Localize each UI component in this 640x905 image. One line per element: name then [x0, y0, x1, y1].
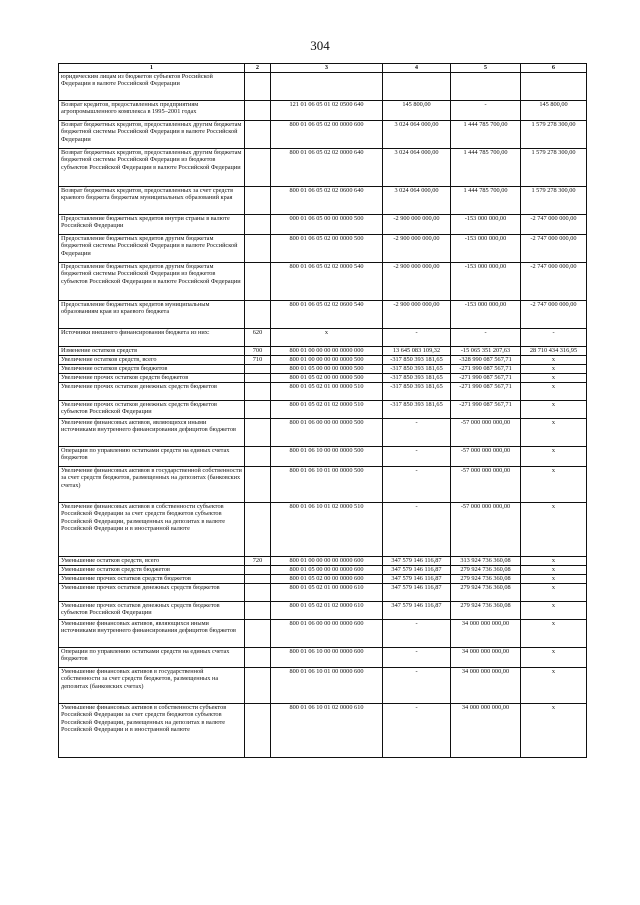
- row-approved-amount-cell: -317 850 393 181,65: [383, 383, 451, 401]
- row-line-code-cell: [245, 575, 271, 584]
- row-unexecuted-amount-cell: x: [521, 356, 587, 365]
- row-line-code-cell: [245, 365, 271, 374]
- row-name-cell: Увеличение финансовых активов в собственности субъектов Российской Федерации за счет средств бюджетов субъектов Российской Федерации, размещенных на депозитах в валюте Российской Федерации и в иностранной валюте: [59, 503, 245, 557]
- row-budget-code-cell: 800 01 06 05 02 02 0600 540: [271, 301, 383, 329]
- row-approved-amount-cell: -317 850 393 181,65: [383, 401, 451, 419]
- row-name-cell: Увеличение прочих остатков денежных средств бюджетов субъектов Российской Федерации: [59, 401, 245, 419]
- row-budget-code-cell: 800 01 00 00 00 00 0000 500: [271, 356, 383, 365]
- row-executed-amount-cell: -15 065 351 207,63: [451, 347, 521, 356]
- row-budget-code-cell: 800 01 06 10 01 02 0000 610: [271, 704, 383, 758]
- row-name-cell: Увеличение финансовых активов, являющихся иными источниками внутреннего финансирования дефицитов бюджетов: [59, 419, 245, 447]
- row-approved-amount-cell: 13 645 083 109,32: [383, 347, 451, 356]
- row-unexecuted-amount-cell: -2 747 000 000,00: [521, 301, 587, 329]
- row-name-cell: Увеличение остатков средств, всего: [59, 356, 245, 365]
- row-name-cell: Уменьшение прочих остатков денежных средств бюджетов субъектов Российской Федерации: [59, 602, 245, 620]
- row-unexecuted-amount-cell: x: [521, 447, 587, 467]
- row-name-cell: Увеличение остатков средств бюджетов: [59, 365, 245, 374]
- table-row: [59, 73, 587, 101]
- table-row: [59, 215, 587, 235]
- table-row: [59, 503, 587, 557]
- row-approved-amount-cell: [383, 73, 451, 101]
- row-executed-amount-cell: -: [451, 329, 521, 347]
- table-row: [59, 374, 587, 383]
- row-line-code-cell: [245, 187, 271, 215]
- row-budget-code-cell: 800 01 05 02 00 00 0000 500: [271, 374, 383, 383]
- row-approved-amount-cell: 347 579 146 116,87: [383, 602, 451, 620]
- header-col-6: 6: [521, 64, 587, 73]
- row-name-cell: Уменьшение прочих остатков средств бюджетов: [59, 575, 245, 584]
- row-executed-amount-cell: 34 000 000 000,00: [451, 620, 521, 648]
- table-row: [59, 447, 587, 467]
- row-unexecuted-amount-cell: 145 800,00: [521, 101, 587, 121]
- row-line-code-cell: [245, 121, 271, 149]
- header-col-4: 4: [383, 64, 451, 73]
- row-budget-code-cell: 800 01 06 05 02 02 0000 540: [271, 263, 383, 301]
- row-line-code-cell: [245, 419, 271, 447]
- row-line-code-cell: [245, 374, 271, 383]
- row-approved-amount-cell: -: [383, 447, 451, 467]
- row-unexecuted-amount-cell: x: [521, 648, 587, 668]
- row-unexecuted-amount-cell: x: [521, 620, 587, 648]
- row-executed-amount-cell: 1 444 785 700,00: [451, 149, 521, 187]
- row-line-code-cell: [245, 401, 271, 419]
- row-unexecuted-amount-cell: -2 747 000 000,00: [521, 235, 587, 263]
- row-executed-amount-cell: -153 000 000,00: [451, 301, 521, 329]
- row-budget-code-cell: 800 01 06 10 01 00 0000 600: [271, 668, 383, 704]
- row-name-cell: Возврат бюджетных кредитов, предоставленных другим бюджетам бюджетной системы Российской Федерации из бюджетов субъектов Российской Федерации в валюте Российской Федерации: [59, 149, 245, 187]
- row-budget-code-cell: 800 01 05 02 01 00 0000 510: [271, 383, 383, 401]
- row-unexecuted-amount-cell: x: [521, 704, 587, 758]
- row-line-code-cell: [245, 620, 271, 648]
- row-unexecuted-amount-cell: x: [521, 467, 587, 503]
- row-line-code-cell: [245, 149, 271, 187]
- row-budget-code-cell: 800 01 05 00 00 00 0000 600: [271, 566, 383, 575]
- row-budget-code-cell: 800 01 06 10 01 00 0000 500: [271, 467, 383, 503]
- row-executed-amount-cell: -271 990 087 567,71: [451, 383, 521, 401]
- row-name-cell: Уменьшение финансовых активов, являющихся иными источниками внутреннего финансирования дефицитов бюджетов: [59, 620, 245, 648]
- row-approved-amount-cell: -317 850 393 181,65: [383, 356, 451, 365]
- row-unexecuted-amount-cell: x: [521, 575, 587, 584]
- row-budget-code-cell: 800 01 06 05 02 00 0000 500: [271, 235, 383, 263]
- row-line-code-cell: [245, 263, 271, 301]
- row-executed-amount-cell: 34 000 000 000,00: [451, 648, 521, 668]
- table-row: [59, 704, 587, 758]
- table-row: [59, 356, 587, 365]
- table-row: [59, 419, 587, 447]
- row-line-code-cell: [245, 101, 271, 121]
- row-approved-amount-cell: 347 579 146 116,87: [383, 575, 451, 584]
- row-executed-amount-cell: 1 444 785 700,00: [451, 121, 521, 149]
- row-executed-amount-cell: -57 000 000 000,00: [451, 419, 521, 447]
- table-row: [59, 329, 587, 347]
- row-unexecuted-amount-cell: x: [521, 374, 587, 383]
- row-unexecuted-amount-cell: x: [521, 419, 587, 447]
- row-executed-amount-cell: -153 000 000,00: [451, 235, 521, 263]
- row-budget-code-cell: 121 01 06 05 01 02 0500 640: [271, 101, 383, 121]
- row-approved-amount-cell: -317 850 393 181,65: [383, 365, 451, 374]
- table-row: [59, 620, 587, 648]
- row-approved-amount-cell: -: [383, 467, 451, 503]
- row-approved-amount-cell: 347 579 146 116,87: [383, 584, 451, 602]
- row-executed-amount-cell: 1 444 785 700,00: [451, 187, 521, 215]
- row-line-code-cell: [245, 467, 271, 503]
- row-budget-code-cell: 800 01 06 00 00 00 0000 500: [271, 419, 383, 447]
- row-unexecuted-amount-cell: 28 710 434 316,95: [521, 347, 587, 356]
- table-row: [59, 347, 587, 356]
- table-row: [59, 584, 587, 602]
- row-executed-amount-cell: 34 000 000 000,00: [451, 668, 521, 704]
- row-budget-code-cell: 800 01 06 10 01 02 0000 510: [271, 503, 383, 557]
- row-name-cell: Изменение остатков средств: [59, 347, 245, 356]
- table-row: [59, 566, 587, 575]
- row-executed-amount-cell: 279 924 736 360,08: [451, 602, 521, 620]
- row-unexecuted-amount-cell: x: [521, 557, 587, 566]
- table-row: [59, 121, 587, 149]
- row-executed-amount-cell: -328 990 087 567,71: [451, 356, 521, 365]
- row-budget-code-cell: 800 01 05 02 00 00 0000 600: [271, 575, 383, 584]
- row-name-cell: Предоставление бюджетных кредитов муниципальным образованиям края из краевого бюджета: [59, 301, 245, 329]
- row-budget-code-cell: 800 01 06 05 02 02 0000 640: [271, 149, 383, 187]
- row-approved-amount-cell: -: [383, 704, 451, 758]
- row-name-cell: юридическим лицам из бюджетов субъектов Российской Федерации в валюте Российской Федерации: [59, 73, 245, 101]
- row-executed-amount-cell: 313 924 736 360,08: [451, 557, 521, 566]
- table-row: [59, 383, 587, 401]
- table-row: [59, 602, 587, 620]
- row-name-cell: Увеличение прочих остатков средств бюджетов: [59, 374, 245, 383]
- row-budget-code-cell: 800 01 06 10 00 00 0000 500: [271, 447, 383, 467]
- table-row: [59, 467, 587, 503]
- row-line-code-cell: 700: [245, 347, 271, 356]
- row-budget-code-cell: 800 01 05 00 00 00 0000 500: [271, 365, 383, 374]
- row-approved-amount-cell: -: [383, 620, 451, 648]
- table-row: [59, 187, 587, 215]
- row-name-cell: Предоставление бюджетных кредитов другим бюджетам бюджетной системы Российской Федерации из бюджетов субъектов Российской Федерации в валюте Российской Федерации: [59, 263, 245, 301]
- row-name-cell: Уменьшение финансовых активов в собственности субъектов Российской Федерации за счет средств бюджетов субъектов Российской Федерации, размещенных на депозитах в валюте Российской Федерации и в иностранной валюте: [59, 704, 245, 758]
- header-col-2: 2: [245, 64, 271, 73]
- row-line-code-cell: 620: [245, 329, 271, 347]
- row-budget-code-cell: 800 01 06 05 02 02 0600 640: [271, 187, 383, 215]
- row-name-cell: Увеличение прочих остатков денежных средств бюджетов: [59, 383, 245, 401]
- row-line-code-cell: [245, 73, 271, 101]
- table-row: [59, 648, 587, 668]
- row-approved-amount-cell: -: [383, 419, 451, 447]
- row-unexecuted-amount-cell: 1 579 278 300,00: [521, 121, 587, 149]
- row-budget-code-cell: 000 01 06 05 00 00 0000 500: [271, 215, 383, 235]
- row-budget-code-cell: 800 01 05 02 01 02 0000 610: [271, 602, 383, 620]
- row-executed-amount-cell: [451, 73, 521, 101]
- row-name-cell: Уменьшение прочих остатков денежных средств бюджетов: [59, 584, 245, 602]
- row-executed-amount-cell: -57 000 000 000,00: [451, 503, 521, 557]
- table-row: [59, 301, 587, 329]
- row-line-code-cell: [245, 447, 271, 467]
- row-name-cell: Операции по управлению остатками средств на единых счетах бюджетов: [59, 648, 245, 668]
- table-row: [59, 557, 587, 566]
- table-row: [59, 401, 587, 419]
- row-name-cell: Уменьшение финансовых активов в государственной собственности за счет средств бюджетов, размещенных на депозитах (банковских счетах): [59, 668, 245, 704]
- row-name-cell: Возврат бюджетных кредитов, предоставленных другим бюджетам бюджетной системы Российской Федерации в валюте Российской Федерации: [59, 121, 245, 149]
- row-unexecuted-amount-cell: 1 579 278 300,00: [521, 187, 587, 215]
- row-approved-amount-cell: -: [383, 329, 451, 347]
- row-line-code-cell: [245, 503, 271, 557]
- row-executed-amount-cell: 279 924 736 360,08: [451, 584, 521, 602]
- row-line-code-cell: [245, 584, 271, 602]
- row-unexecuted-amount-cell: x: [521, 365, 587, 374]
- row-approved-amount-cell: -2 900 000 000,00: [383, 235, 451, 263]
- row-approved-amount-cell: -2 900 000 000,00: [383, 301, 451, 329]
- row-name-cell: Увеличение финансовых активов в государственной собственности за счет средств бюджетов, размещенных на депозитах (банковских счетах): [59, 467, 245, 503]
- table-row: [59, 365, 587, 374]
- table-row: [59, 263, 587, 301]
- row-approved-amount-cell: -2 900 000 000,00: [383, 215, 451, 235]
- row-executed-amount-cell: -57 000 000 000,00: [451, 467, 521, 503]
- header-col-1: 1: [59, 64, 245, 73]
- row-executed-amount-cell: 34 000 000 000,00: [451, 704, 521, 758]
- row-budget-code-cell: 800 01 06 05 02 00 0000 600: [271, 121, 383, 149]
- row-approved-amount-cell: 145 800,00: [383, 101, 451, 121]
- row-unexecuted-amount-cell: x: [521, 401, 587, 419]
- row-name-cell: Возврат бюджетных кредитов, предоставленных за счет средств краевого бюджета бюджетам муниципальных образований края: [59, 187, 245, 215]
- row-budget-code-cell: 800 01 00 00 00 00 0000 000: [271, 347, 383, 356]
- row-unexecuted-amount-cell: 1 579 278 300,00: [521, 149, 587, 187]
- row-unexecuted-amount-cell: x: [521, 602, 587, 620]
- row-executed-amount-cell: -153 000 000,00: [451, 215, 521, 235]
- row-unexecuted-amount-cell: x: [521, 668, 587, 704]
- table-row: [59, 668, 587, 704]
- budget-sources-table: [58, 63, 587, 758]
- row-name-cell: Предоставление бюджетных кредитов внутри страны в валюте Российской Федерации: [59, 215, 245, 235]
- row-approved-amount-cell: -: [383, 648, 451, 668]
- row-executed-amount-cell: -57 000 000 000,00: [451, 447, 521, 467]
- row-executed-amount-cell: -271 990 087 567,71: [451, 374, 521, 383]
- header-col-5: 5: [451, 64, 521, 73]
- row-approved-amount-cell: -317 850 393 181,65: [383, 374, 451, 383]
- row-approved-amount-cell: -2 900 000 000,00: [383, 263, 451, 301]
- row-approved-amount-cell: 3 024 064 000,00: [383, 149, 451, 187]
- row-budget-code-cell: 800 01 05 02 01 00 0000 610: [271, 584, 383, 602]
- row-executed-amount-cell: -271 990 087 567,71: [451, 401, 521, 419]
- row-line-code-cell: [245, 668, 271, 704]
- row-budget-code-cell: [271, 73, 383, 101]
- row-budget-code-cell: 800 01 05 02 01 02 0000 510: [271, 401, 383, 419]
- row-unexecuted-amount-cell: -: [521, 329, 587, 347]
- row-line-code-cell: [245, 566, 271, 575]
- row-name-cell: Операции по управлению остатками средств на единых счетах бюджетов: [59, 447, 245, 467]
- row-line-code-cell: [245, 648, 271, 668]
- header-col-3: 3: [271, 64, 383, 73]
- row-unexecuted-amount-cell: [521, 73, 587, 101]
- row-name-cell: Предоставление бюджетных кредитов другим бюджетам бюджетной системы Российской Федерации в валюте Российской Федерации: [59, 235, 245, 263]
- table-row: [59, 101, 587, 121]
- row-unexecuted-amount-cell: -2 747 000 000,00: [521, 263, 587, 301]
- row-budget-code-cell: 800 01 06 00 00 00 0000 600: [271, 620, 383, 648]
- row-line-code-cell: [245, 301, 271, 329]
- table-header-row: [59, 64, 587, 73]
- row-unexecuted-amount-cell: -2 747 000 000,00: [521, 215, 587, 235]
- row-budget-code-cell: 800 01 06 10 00 00 0000 600: [271, 648, 383, 668]
- row-name-cell: Уменьшение остатков средств, всего: [59, 557, 245, 566]
- row-executed-amount-cell: 279 924 736 360,08: [451, 575, 521, 584]
- row-approved-amount-cell: -: [383, 668, 451, 704]
- row-approved-amount-cell: -: [383, 503, 451, 557]
- row-line-code-cell: 710: [245, 356, 271, 365]
- row-executed-amount-cell: -271 990 087 567,71: [451, 365, 521, 374]
- row-line-code-cell: [245, 215, 271, 235]
- row-line-code-cell: [245, 602, 271, 620]
- row-approved-amount-cell: 3 024 064 000,00: [383, 121, 451, 149]
- row-name-cell: Уменьшение остатков средств бюджетов: [59, 566, 245, 575]
- row-unexecuted-amount-cell: x: [521, 383, 587, 401]
- row-budget-code-cell: x: [271, 329, 383, 347]
- row-name-cell: Возврат кредитов, предоставленных предприятиям агропромышленного комплекса в 1995–2001 годах: [59, 101, 245, 121]
- table-row: [59, 235, 587, 263]
- row-unexecuted-amount-cell: x: [521, 584, 587, 602]
- row-line-code-cell: [245, 235, 271, 263]
- table-row: [59, 149, 587, 187]
- row-name-cell: Источники внешнего финансирования бюджета из них:: [59, 329, 245, 347]
- row-unexecuted-amount-cell: x: [521, 566, 587, 575]
- row-executed-amount-cell: -: [451, 101, 521, 121]
- row-line-code-cell: 720: [245, 557, 271, 566]
- row-line-code-cell: [245, 383, 271, 401]
- row-approved-amount-cell: 347 579 146 116,87: [383, 566, 451, 575]
- row-approved-amount-cell: 3 024 064 000,00: [383, 187, 451, 215]
- row-approved-amount-cell: 347 579 146 116,87: [383, 557, 451, 566]
- row-unexecuted-amount-cell: x: [521, 503, 587, 557]
- row-executed-amount-cell: 279 924 736 360,08: [451, 566, 521, 575]
- page-number: 304: [310, 38, 330, 53]
- table-row: [59, 575, 587, 584]
- row-executed-amount-cell: -153 000 000,00: [451, 263, 521, 301]
- row-line-code-cell: [245, 704, 271, 758]
- row-budget-code-cell: 800 01 00 00 00 00 0000 600: [271, 557, 383, 566]
